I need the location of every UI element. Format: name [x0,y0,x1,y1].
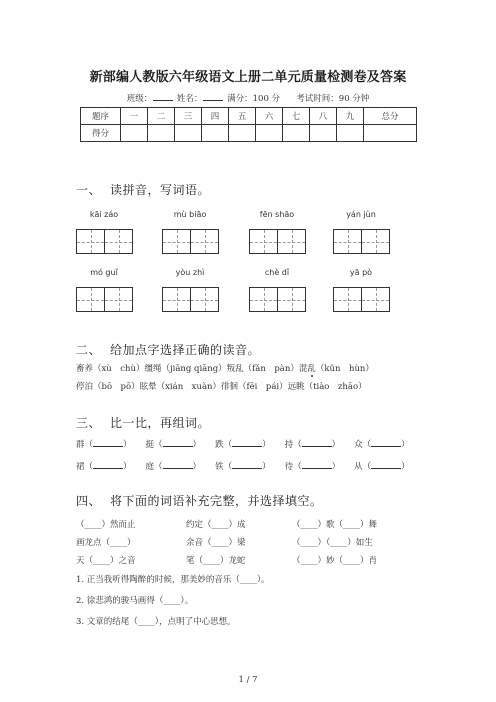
compare-close: ） [123,462,132,472]
writing-cell[interactable] [190,229,219,254]
pronunciation-line-1 [76,362,374,374]
writing-cell[interactable] [361,287,390,312]
section-heading: 给加点字选择正确的读音。 [110,343,261,357]
score-table [80,107,417,142]
writing-cell[interactable] [361,229,390,254]
answer-blank[interactable] [163,460,193,469]
answer-blank[interactable] [302,460,332,469]
writing-cell[interactable] [104,229,133,254]
page-number: 1 / 7 [238,675,258,685]
section-4-title [76,492,323,509]
score-header-cell: 二 [148,108,175,125]
writing-cell[interactable] [277,229,306,254]
pinyin-label: kāi záo [89,210,119,219]
score-cell[interactable] [121,125,148,142]
section-3-title [76,414,210,431]
score-cell[interactable] [256,125,283,142]
writing-box-pair [249,229,305,254]
idiom-item: （____）歌（____）舞 [292,520,378,530]
compare-char: 庭（ [145,462,163,472]
section-heading: 读拼音，写词语。 [110,183,211,197]
compare-close: ） [401,440,410,450]
score-cell[interactable] [337,125,364,142]
compare-char: 裙（ [76,462,94,472]
writing-cell[interactable] [162,287,191,312]
compare-close: ） [123,440,132,450]
compare-close: ） [192,462,202,472]
score-header-cell: 四 [202,108,229,125]
answer-blank[interactable] [163,438,193,447]
score-header-cell: 三 [175,108,202,125]
pinyin-label: yòu zhì [175,268,205,277]
writing-box-pair [162,287,218,312]
pinyin-label: mù biāo [173,210,207,219]
section-1-title [76,181,210,198]
pinyin-label: yā pò [349,268,373,277]
compare-row-1 [76,438,410,450]
section-number: 二、 [76,343,102,357]
page-title: 新部编人教版六年级语文上册二单元质量检测卷及答案 [89,70,407,85]
answer-blank[interactable] [93,460,123,469]
name-label: 姓名： [176,94,203,104]
pronunciation-line-2: 停泊（bō pō）眩晕（xián xuàn）徘徊（fēi pái）远眺（tiào zhāo） [76,382,367,392]
score-cell[interactable] [364,125,417,142]
section-number: 一、 [76,183,102,197]
writing-box-pair [333,287,389,312]
score-header-cell: 八 [310,108,337,125]
writing-cell[interactable] [333,287,362,312]
writing-cell[interactable] [277,287,306,312]
section-heading: 将下面的词语补充完整，并选择填空。 [110,494,323,508]
score-table-row [81,125,417,142]
pronunciation-items: 畜养（xù chù）缰绳（jiāng qiāng）叛乱（fǎn pàn） [76,364,299,374]
fill-sentence-1: 1. 正当我听得陶醉的时候，那美妙的音乐（____）。 [76,575,270,585]
compare-close: ） [262,440,271,450]
writing-cell[interactable] [190,287,219,312]
section-number: 四、 [76,494,102,508]
score-header-cell: 六 [256,108,283,125]
idiom-item: 笔（____）龙蛇 [186,556,246,566]
writing-cell[interactable] [104,287,133,312]
compare-char: 铁（ [215,462,233,472]
compare-close: ） [262,462,271,472]
score-header-cell: 总分 [364,108,417,125]
compare-char: 待（ [284,462,302,472]
answer-blank[interactable] [232,438,262,447]
fill-sentence-2: 2. 徐悲鸿的骏马画得（____）。 [76,596,194,606]
compare-row-2 [76,460,410,472]
score-cell[interactable] [202,125,229,142]
idiom-item: 余音（____）梁 [186,538,246,548]
compare-char: 挺（ [145,440,163,450]
idiom-row [76,551,412,569]
section-heading: 比一比，再组词。 [110,416,211,430]
score-table-header-row [81,108,417,125]
full-score: 满分：100 分 [227,94,281,104]
writing-box-pair [76,287,132,312]
idiom-item: 天（____）之音 [76,556,136,566]
idiom-item: （____）妙（____）肖 [292,556,378,566]
writing-cell[interactable] [249,229,278,254]
writing-cell[interactable] [333,229,362,254]
compare-char: 群（ [76,440,94,450]
pinyin-label: mó guǐ [90,268,118,277]
exam-info-line [0,91,496,104]
answer-blank[interactable] [371,438,401,447]
score-cell[interactable] [283,125,310,142]
score-cell[interactable] [310,125,337,142]
compare-close: ） [401,462,410,472]
answer-blank[interactable] [371,460,401,469]
writing-box-pair [333,229,389,254]
compare-char: 跌（ [215,440,233,450]
writing-cell[interactable] [76,229,105,254]
idiom-item: 约定（____）成 [186,520,246,530]
pronunciation-options: （kǔn hùn） [315,364,374,374]
class-blank[interactable] [153,91,173,101]
answer-blank[interactable] [232,460,262,469]
score-header-cell: 五 [229,108,256,125]
idiom-item: （____）然而止 [76,520,136,530]
section-2-title [76,341,260,358]
score-cell[interactable] [229,125,256,142]
writing-cell[interactable] [162,229,191,254]
writing-box-pair [249,287,305,312]
compare-char: 从（ [354,462,372,472]
idiom-item: （____）（____）如生 [292,538,373,548]
pinyin-label: chè dǐ [264,268,290,277]
score-cell[interactable] [148,125,175,142]
score-header-cell: 一 [121,108,148,125]
compare-close: ） [331,440,341,450]
score-row-label: 得分 [81,125,121,142]
pinyin-label: yán jùn [346,210,376,219]
pronunciation-word: 混 [298,364,308,374]
answer-blank[interactable] [302,438,332,447]
idiom-item: 画龙点（____） [76,538,136,548]
compare-close: ） [331,462,341,472]
name-blank[interactable] [203,91,223,101]
idiom-grid [76,515,412,569]
score-header-cell: 九 [337,108,364,125]
writing-box-pair [162,229,218,254]
section-number: 三、 [76,416,102,430]
fill-sentence-3: 3. 文章的结尾（____），点明了中心思想。 [76,617,236,627]
score-header-cell: 七 [283,108,310,125]
writing-cell[interactable] [76,287,105,312]
dotted-character: 乱 [307,364,316,374]
compare-char: 众（ [354,440,372,450]
answer-blank[interactable] [93,438,123,447]
idiom-row [76,533,412,551]
writing-box-pair [76,229,132,254]
score-cell[interactable] [175,125,202,142]
pinyin-label: fēn shāo [259,210,295,219]
score-header-cell: 题序 [81,108,121,125]
compare-close: ） [192,440,202,450]
writing-cell[interactable] [249,287,278,312]
class-label: 班级： [126,94,153,104]
idiom-row [76,515,412,533]
exam-time: 考试时间：90 分钟 [296,94,370,104]
compare-char: 持（ [284,440,302,450]
